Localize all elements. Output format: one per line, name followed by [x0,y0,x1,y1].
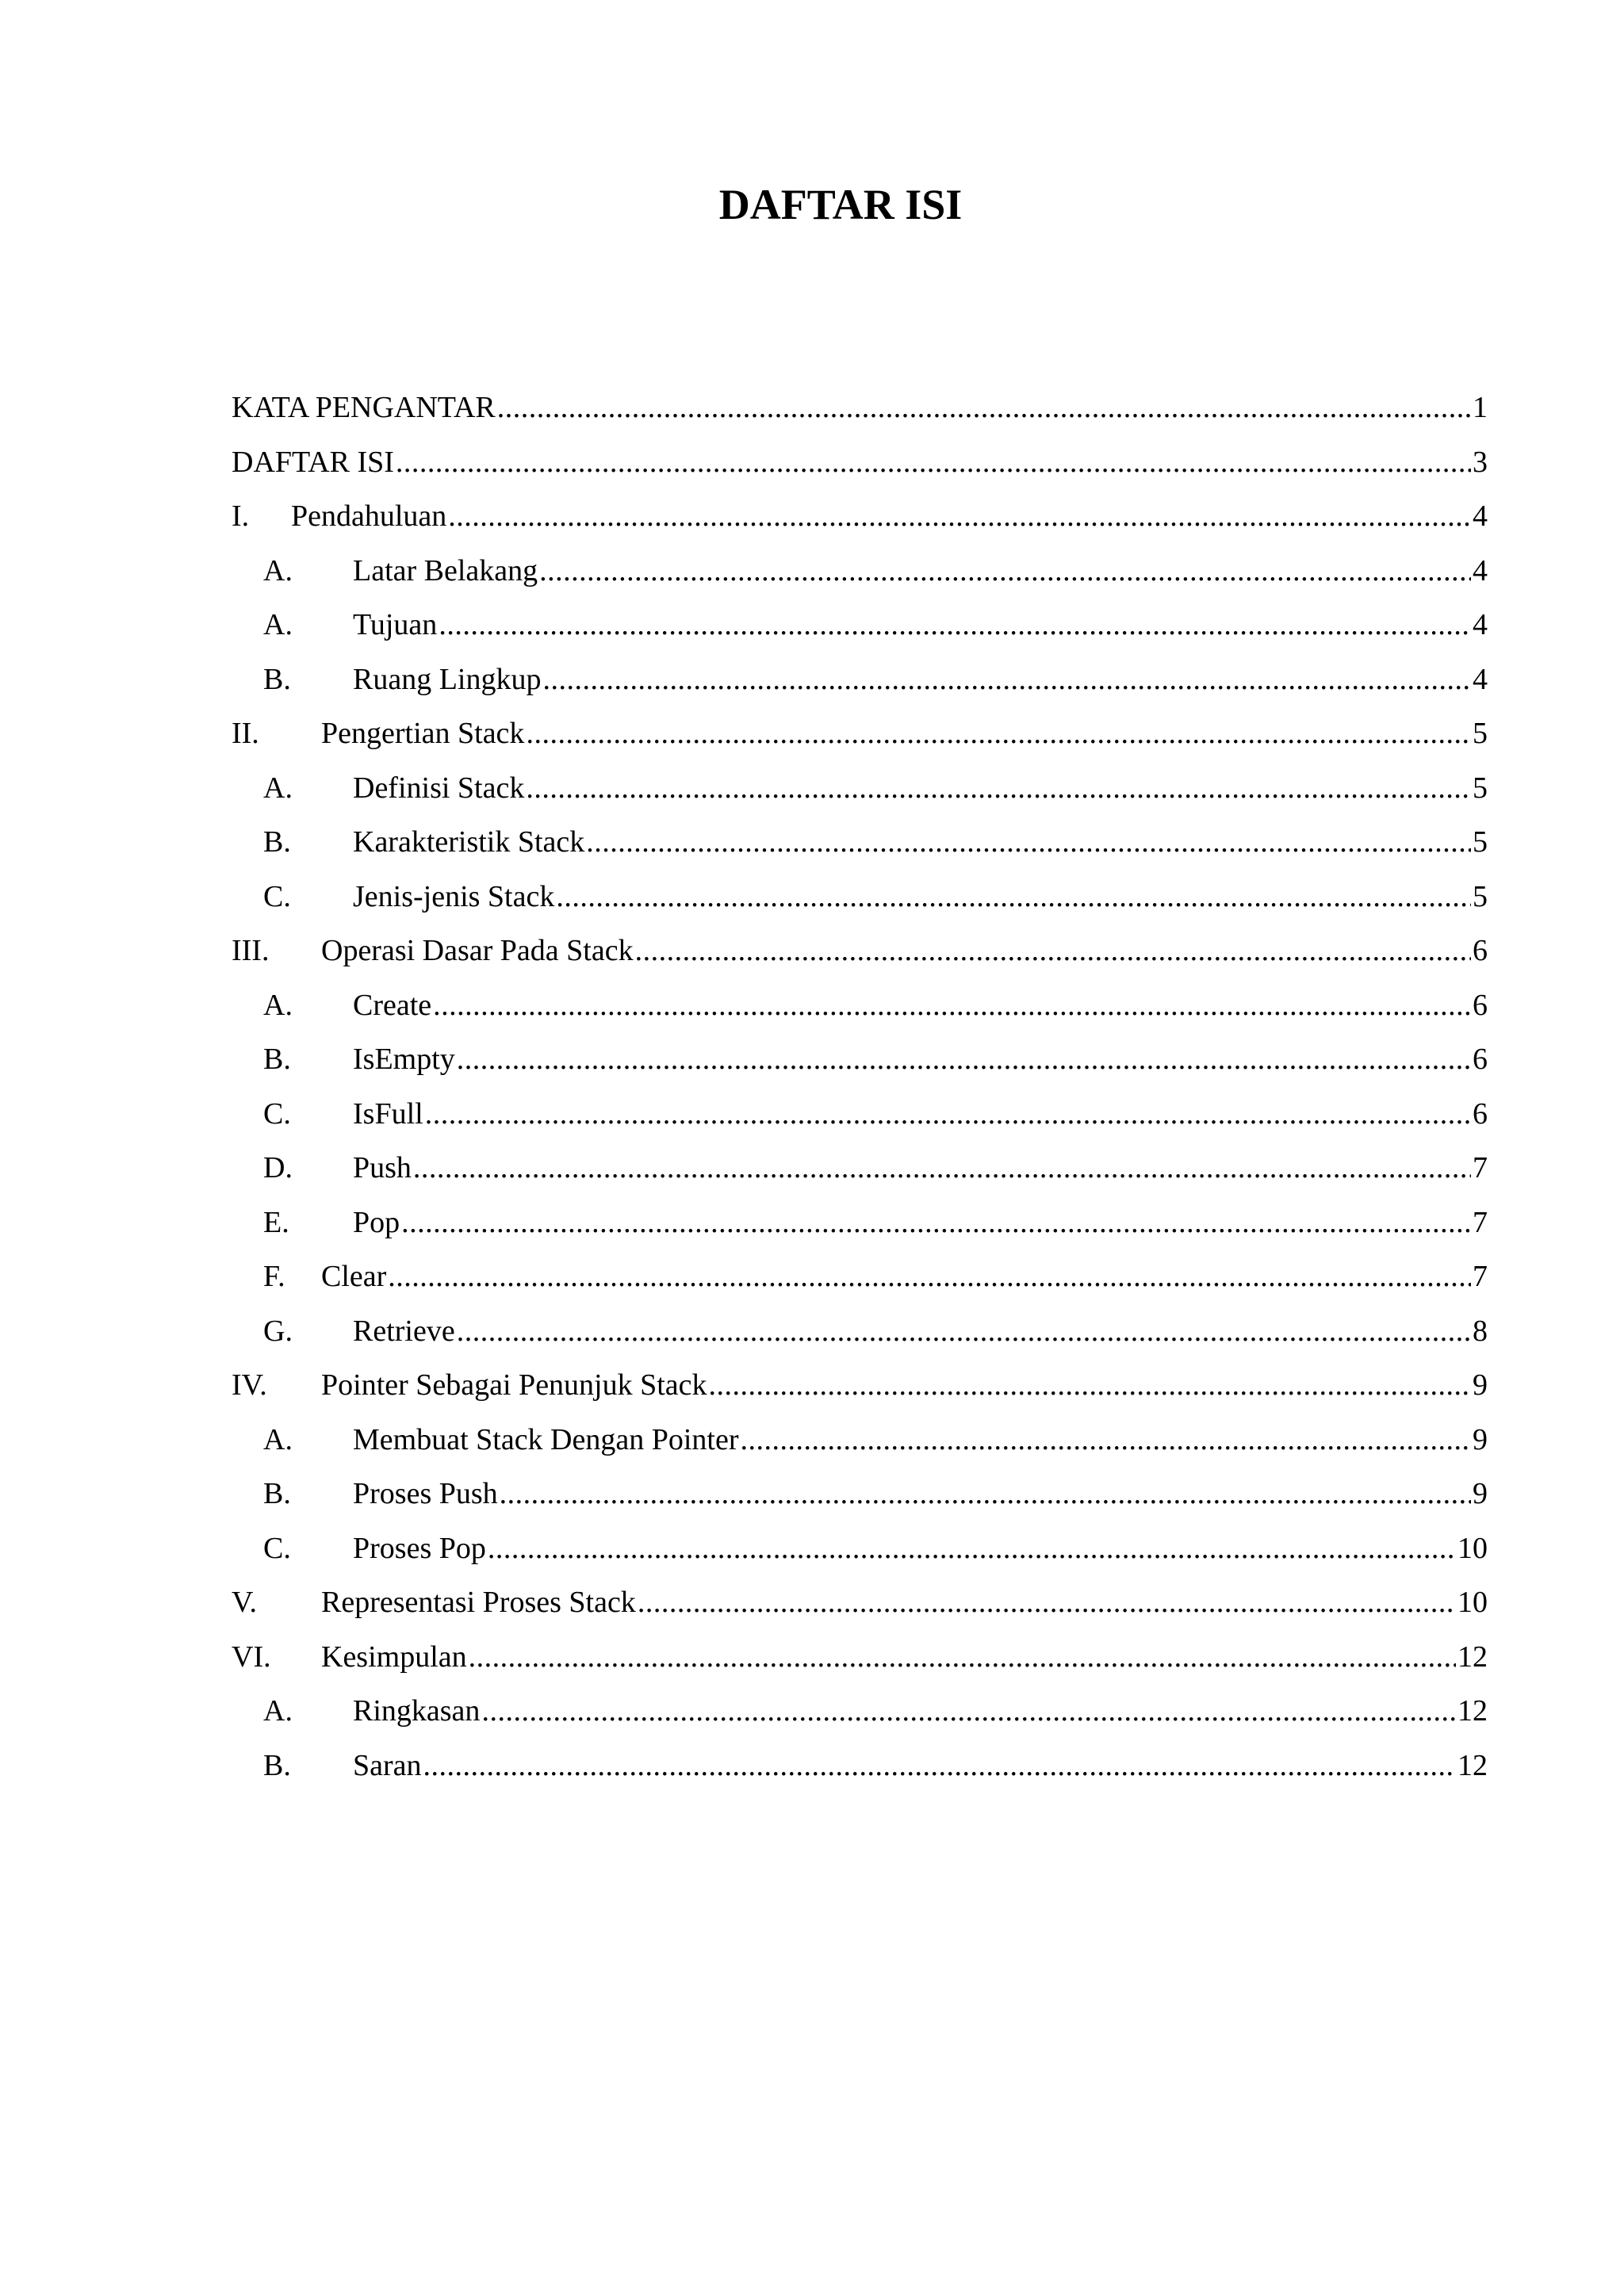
toc-entry-number: III. [232,934,270,967]
toc-entry-isempty[interactable] [232,1039,1488,1094]
toc-entry-page: 10 [1457,1586,1488,1619]
toc-entry-label: Pointer Sebagai Penunjuk Stack [321,1368,707,1402]
toc-entry-page: 4 [1473,662,1488,696]
dot-leader [709,1365,1471,1405]
toc-entry-number: B. [263,662,291,696]
dot-leader [497,388,1471,427]
toc-entry-label: Definisi Stack [353,771,525,805]
toc-entry-page: 9 [1473,1368,1488,1402]
toc-entry-karakteristik-stack[interactable] [232,822,1488,877]
toc-entry-ruang-lingkup[interactable] [232,660,1488,714]
toc-entry-number: D. [263,1151,293,1184]
toc-entry-label: DAFTAR ISI [232,445,394,479]
dot-leader [556,877,1471,916]
toc-entry-label: Saran [353,1748,422,1782]
dot-leader [396,442,1471,482]
toc-entry-page: 6 [1473,934,1488,967]
toc-entry-number: B. [263,1043,291,1076]
toc-entry-number: A. [263,553,293,587]
toc-entry-pointer[interactable] [232,1365,1488,1420]
toc-entry-membuat-stack[interactable] [232,1420,1488,1475]
toc-entry-create[interactable] [232,985,1488,1040]
toc-entry-label: Clear [321,1260,387,1293]
toc-entry-clear[interactable] [232,1257,1488,1311]
toc-entry-page: 10 [1457,1531,1488,1565]
toc-entry-number: VI. [232,1640,271,1674]
toc-entry-label: Pengertian Stack [321,717,525,750]
toc-entry-number: B. [263,825,291,859]
toc-entry-page: 4 [1473,499,1488,533]
toc-entry-page: 12 [1457,1640,1488,1674]
toc-entry-definisi-stack[interactable] [232,768,1488,823]
dot-leader [388,1257,1471,1296]
dot-leader [500,1474,1471,1513]
toc-entry-page: 7 [1473,1151,1488,1184]
toc-entry-isfull[interactable] [232,1094,1488,1149]
toc-entry-label: Membuat Stack Dengan Pointer [353,1422,739,1456]
toc-entry-label: IsEmpty [353,1043,455,1076]
toc-entry-label: Kesimpulan [321,1640,467,1674]
toc-entry-number: B. [263,1477,291,1510]
dot-leader [542,660,1471,699]
toc-entry-label: KATA PENGANTAR [232,391,496,424]
dot-leader [423,1746,1456,1785]
toc-entry-number: A. [263,608,293,641]
toc-entry-saran[interactable] [232,1746,1488,1800]
toc-entry-page: 5 [1473,879,1488,913]
toc-entry-number: I. [232,499,250,533]
toc-entry-number: B. [263,1748,291,1782]
toc-entry-label: Operasi Dasar Pada Stack [321,934,634,967]
toc-entry-number: IV. [232,1368,267,1402]
toc-entry-latar-belakang[interactable] [232,551,1488,606]
toc-entry-kata-pengantar[interactable] [232,388,1488,442]
toc-entry-page: 1 [1473,391,1488,424]
toc-entry-page: 6 [1473,1096,1488,1131]
toc-entry-page: 4 [1473,608,1488,641]
toc-entry-number: II. [232,717,259,750]
toc-entry-number: V. [232,1586,258,1619]
dot-leader [413,1148,1471,1188]
toc-entry-label: Jenis-jenis Stack [353,879,555,913]
toc-entry-page: 12 [1457,1694,1488,1728]
toc-entry-page: 9 [1473,1477,1488,1510]
dot-leader [488,1529,1456,1568]
toc-entry-page: 9 [1473,1422,1488,1456]
toc-entry-page: 4 [1473,553,1488,587]
toc-entry-push[interactable] [232,1148,1488,1203]
dot-leader [401,1203,1471,1242]
table-of-contents [232,388,1488,1800]
toc-entry-label: Proses Push [353,1477,498,1510]
toc-entry-page: 8 [1473,1314,1488,1348]
toc-entry-number: A. [263,771,293,805]
toc-entry-number: A. [263,1694,293,1728]
dot-leader [586,822,1471,862]
toc-entry-page: 5 [1473,825,1488,859]
toc-entry-page: 5 [1473,717,1488,750]
toc-entry-proses-pop[interactable] [232,1529,1488,1583]
toc-entry-label: IsFull [353,1096,423,1131]
toc-entry-retrieve[interactable] [232,1311,1488,1366]
toc-entry-label: Karakteristik Stack [353,825,585,859]
dot-leader [469,1637,1456,1677]
toc-entry-daftar-isi[interactable] [232,442,1488,497]
toc-entry-page: 6 [1473,988,1488,1022]
page-title: DAFTAR ISI [718,181,963,228]
toc-entry-label: Create [353,988,432,1022]
dot-leader [741,1420,1471,1460]
toc-entry-label: Ruang Lingkup [353,662,542,696]
dot-leader [526,714,1471,753]
toc-entry-number: C. [263,1096,291,1131]
dot-leader [448,496,1471,536]
toc-entry-jenis-jenis-stack[interactable] [232,877,1488,932]
toc-entry-pengertian-stack[interactable] [232,714,1488,768]
toc-entry-label: Tujuan [353,608,438,641]
toc-entry-page: 12 [1457,1748,1488,1782]
dot-leader [457,1311,1471,1351]
toc-entry-pendahuluan[interactable] [232,496,1488,551]
dot-leader [638,1582,1456,1622]
dot-leader [481,1691,1456,1731]
dot-leader [425,1094,1471,1134]
toc-entry-label: Pendahuluan [291,499,447,533]
toc-entry-label: Ringkasan [353,1694,481,1728]
toc-entry-number: C. [263,879,291,913]
toc-entry-number: A. [263,1422,293,1456]
toc-entry-page: 7 [1473,1260,1488,1293]
toc-entry-label: Proses Pop [353,1531,486,1565]
toc-entry-number: E. [263,1205,289,1239]
toc-entry-tujuan[interactable] [232,605,1488,660]
toc-entry-proses-push[interactable] [232,1474,1488,1529]
toc-entry-label: Representasi Proses Stack [321,1586,636,1619]
dot-leader [433,985,1471,1025]
toc-entry-number: F. [263,1260,285,1293]
toc-entry-representasi[interactable] [232,1582,1488,1637]
toc-entry-label: Retrieve [353,1314,455,1348]
dot-leader [526,768,1471,808]
dot-leader [439,605,1471,645]
toc-entry-number: C. [263,1531,291,1565]
toc-entry-page: 3 [1473,445,1488,479]
toc-entry-page: 6 [1473,1043,1488,1076]
toc-entry-label: Latar Belakang [353,553,538,587]
toc-entry-label: Pop [353,1205,400,1239]
toc-entry-number: G. [263,1314,293,1348]
toc-entry-ringkasan[interactable] [232,1691,1488,1746]
toc-entry-page: 7 [1473,1205,1488,1239]
toc-entry-number: A. [263,988,293,1022]
dot-leader [635,931,1471,970]
dot-leader [457,1039,1471,1079]
toc-entry-label: Push [353,1151,412,1184]
toc-entry-operasi-dasar[interactable] [232,931,1488,985]
toc-entry-kesimpulan[interactable] [232,1637,1488,1692]
toc-entry-page: 5 [1473,771,1488,805]
dot-leader [539,551,1471,591]
toc-entry-pop[interactable] [232,1203,1488,1257]
